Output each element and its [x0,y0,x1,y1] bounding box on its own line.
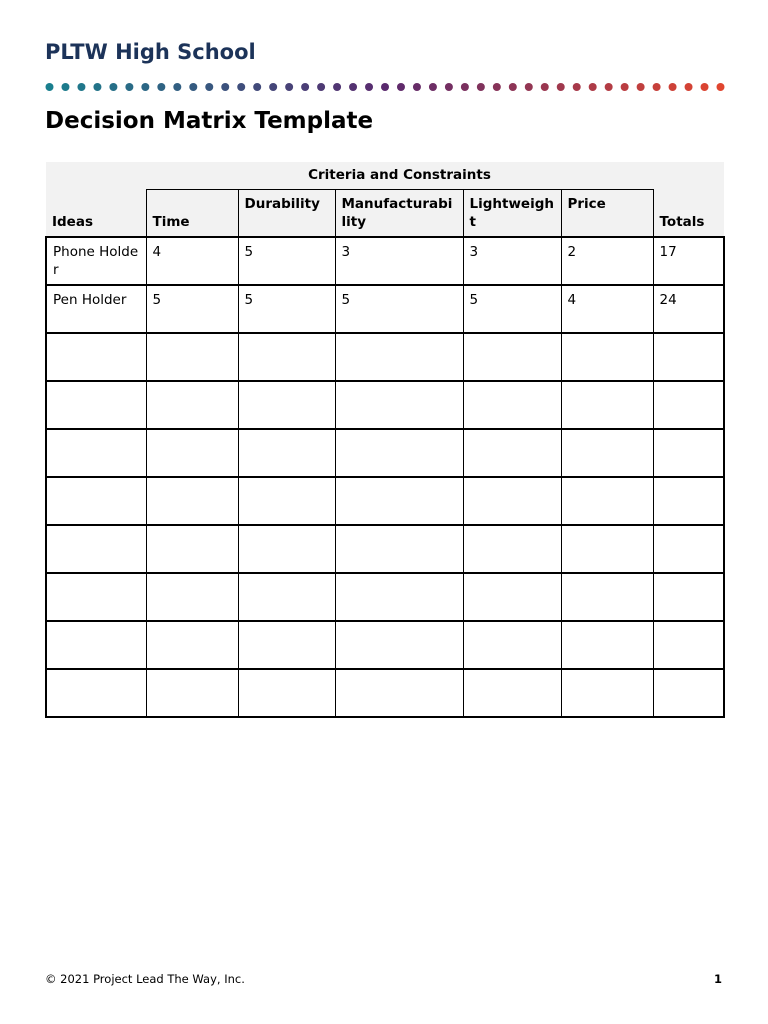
divider-dot [493,83,501,91]
cell-total[interactable] [653,525,724,573]
footer-copyright: © 2021 Project Lead The Way, Inc. [45,972,245,986]
cell-total[interactable] [653,333,724,381]
cell-price[interactable] [561,621,653,669]
cell-manufacturability[interactable] [335,477,463,525]
cell-lightweight[interactable] [463,621,561,669]
cell-lightweight[interactable] [463,573,561,621]
cell-time[interactable] [146,381,238,429]
divider-dot [381,83,389,91]
divider-dot [365,83,373,91]
cell-time[interactable] [146,669,238,717]
cell-idea[interactable] [46,669,146,717]
divider-dot [413,83,421,91]
criteria-group-header: Criteria and Constraints [146,162,653,190]
cell-total[interactable] [653,429,724,477]
cell-time[interactable] [146,621,238,669]
cell-idea[interactable] [46,525,146,573]
cell-time[interactable]: 5 [146,285,238,333]
cell-time[interactable] [146,333,238,381]
cell-lightweight[interactable] [463,669,561,717]
divider-dot [397,83,405,91]
cell-idea[interactable] [46,333,146,381]
divider-dot [109,83,117,91]
cell-price[interactable]: 4 [561,285,653,333]
cell-total[interactable]: 24 [653,285,724,333]
matrix-body [46,237,724,717]
school-name: PLTW High School [45,40,256,64]
cell-lightweight[interactable] [463,429,561,477]
divider-dot [317,83,325,91]
divider-dot [445,83,453,91]
cell-idea[interactable]: Phone Holder [46,237,146,285]
table-row [46,477,724,525]
cell-total[interactable] [653,573,724,621]
divider-dot [477,83,485,91]
criterion-header-durability: Durability [238,190,335,238]
cell-durability[interactable] [238,573,335,621]
table-row [46,621,724,669]
cell-lightweight[interactable] [463,333,561,381]
table-row [46,429,724,477]
cell-durability[interactable] [238,333,335,381]
cell-total[interactable] [653,477,724,525]
divider-dot [637,83,645,91]
cell-price[interactable] [561,429,653,477]
cell-durability[interactable]: 5 [238,285,335,333]
ideas-header: Ideas [46,162,146,237]
cell-manufacturability[interactable] [335,573,463,621]
divider-dot [557,83,565,91]
cell-price[interactable] [561,573,653,621]
cell-manufacturability[interactable]: 5 [335,285,463,333]
cell-durability[interactable] [238,669,335,717]
cell-manufacturability[interactable] [335,381,463,429]
divider-dot [621,83,629,91]
cell-price[interactable] [561,381,653,429]
cell-price[interactable]: 2 [561,237,653,285]
divider-dot [221,83,229,91]
cell-price[interactable] [561,477,653,525]
divider-dot [46,83,54,91]
divider-dot [205,83,213,91]
divider-dot [525,83,533,91]
cell-idea[interactable] [46,381,146,429]
divider-dot [605,83,613,91]
footer-page-number: 1 [713,972,722,986]
cell-lightweight[interactable]: 5 [463,285,561,333]
cell-durability[interactable] [238,429,335,477]
cell-durability[interactable] [238,477,335,525]
decision-matrix-table [45,162,725,718]
cell-idea[interactable]: Pen Holder [46,285,146,333]
cell-lightweight[interactable] [463,477,561,525]
divider-dot [301,83,309,91]
table-row [46,669,724,717]
cell-idea[interactable] [46,429,146,477]
divider-dot [573,83,581,91]
divider-dot [189,83,197,91]
cell-manufacturability[interactable] [335,669,463,717]
divider-dot [157,83,165,91]
cell-total[interactable] [653,669,724,717]
divider-dot [429,83,437,91]
cell-durability[interactable] [238,381,335,429]
divider-dot [61,83,69,91]
cell-idea[interactable] [46,573,146,621]
divider-dot [125,83,133,91]
cell-price[interactable] [561,333,653,381]
divider-dot [285,83,293,91]
divider-dot [717,83,725,91]
divider-dot [653,83,661,91]
divider-dot [237,83,245,91]
cell-manufacturability[interactable] [335,429,463,477]
cell-manufacturability[interactable] [335,621,463,669]
cell-manufacturability[interactable] [335,525,463,573]
cell-durability[interactable] [238,621,335,669]
criterion-header-lightweight: Lightweight [463,190,561,238]
cell-idea[interactable] [46,621,146,669]
document-title: Decision Matrix Template [45,108,374,134]
table-row [46,381,724,429]
table-row [46,525,724,573]
cell-lightweight[interactable]: 3 [463,237,561,285]
divider-dot [669,83,677,91]
cell-price[interactable] [561,669,653,717]
criterion-header-time: Time [146,190,238,238]
cell-lightweight[interactable] [463,381,561,429]
divider-dot [461,83,469,91]
cell-manufacturability[interactable] [335,333,463,381]
cell-time[interactable] [146,429,238,477]
criterion-header-price: Price [561,190,653,238]
cell-time[interactable] [146,573,238,621]
table-row [46,573,724,621]
criterion-header-manufacturability: Manufacturability [335,190,463,238]
cell-price[interactable] [561,525,653,573]
cell-manufacturability[interactable]: 3 [335,237,463,285]
cell-time[interactable] [146,477,238,525]
divider-dot [509,83,517,91]
divider-dot [253,83,261,91]
divider-dot [349,83,357,91]
divider-dot [589,83,597,91]
cell-total[interactable]: 17 [653,237,724,285]
divider-dot [541,83,549,91]
cell-durability[interactable] [238,525,335,573]
cell-idea[interactable] [46,477,146,525]
divider-dot [77,83,85,91]
decorative-dot-divider [45,82,725,92]
divider-dot [701,83,709,91]
table-row [46,237,724,285]
totals-header: Totals [653,162,724,237]
divider-dot [93,83,101,91]
cell-total[interactable] [653,621,724,669]
table-row [46,333,724,381]
cell-time[interactable] [146,525,238,573]
divider-dot [141,83,149,91]
cell-durability[interactable]: 5 [238,237,335,285]
divider-dot [685,83,693,91]
divider-dot [333,83,341,91]
divider-dot [173,83,181,91]
divider-dot [269,83,277,91]
table-row [46,285,724,333]
cell-lightweight[interactable] [463,525,561,573]
cell-total[interactable] [653,381,724,429]
cell-time[interactable]: 4 [146,237,238,285]
